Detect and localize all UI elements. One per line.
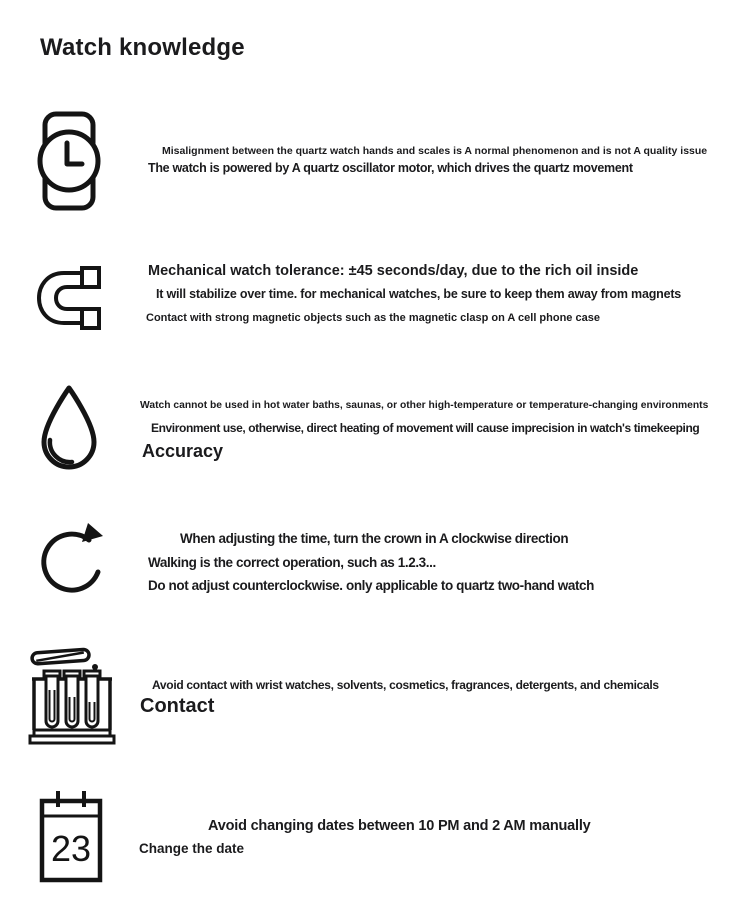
info-line: Walking is the correct operation, such as 1.2.3... <box>148 555 436 570</box>
info-line: Misalignment between the quartz watch hands and scales is A normal phenomenon and is not A quality issue <box>162 145 708 157</box>
page-title: Watch knowledge <box>40 34 245 61</box>
info-line: Do not adjust counterclockwise. only applicable to quartz two-hand watch <box>148 578 595 593</box>
test-tubes-icon <box>27 642 117 748</box>
info-line: When adjusting the time, turn the crown in A clockwise direction <box>180 531 569 546</box>
info-line: It will stabilize over time. for mechanical watches, be sure to keep them away from magnets <box>156 287 682 301</box>
info-line: Environment use, otherwise, direct heating of movement will cause imprecision in watch's timekeeping <box>151 421 700 435</box>
info-line: Watch cannot be used in hot water baths, saunas, or other high-temperature or temperature-changing environments <box>140 400 709 411</box>
water-drop-icon <box>36 383 102 477</box>
section-heading-accuracy: Accuracy <box>142 441 224 461</box>
clockwise-arrow-icon <box>37 520 107 602</box>
info-line: The watch is powered by A quartz oscillator motor, which drives the quartz movement <box>148 161 633 175</box>
info-line: Avoid contact with wrist watches, solvents, cosmetics, fragrances, detergents, and chemicals <box>152 678 659 692</box>
section-heading-contact: Contact <box>140 695 215 717</box>
magnet-icon <box>33 262 109 334</box>
info-line: Contact with strong magnetic objects such as the magnetic clasp on A cell phone case <box>146 312 600 324</box>
wristwatch-icon <box>36 110 102 212</box>
info-line: Avoid changing dates between 10 PM and 2 AM manually <box>208 818 591 834</box>
info-line: Mechanical watch tolerance: ±45 seconds/day, due to the rich oil inside <box>148 263 639 279</box>
calendar-day: 23 <box>50 828 92 869</box>
section-heading-change-date: Change the date <box>139 841 245 856</box>
calendar-icon <box>37 788 105 884</box>
